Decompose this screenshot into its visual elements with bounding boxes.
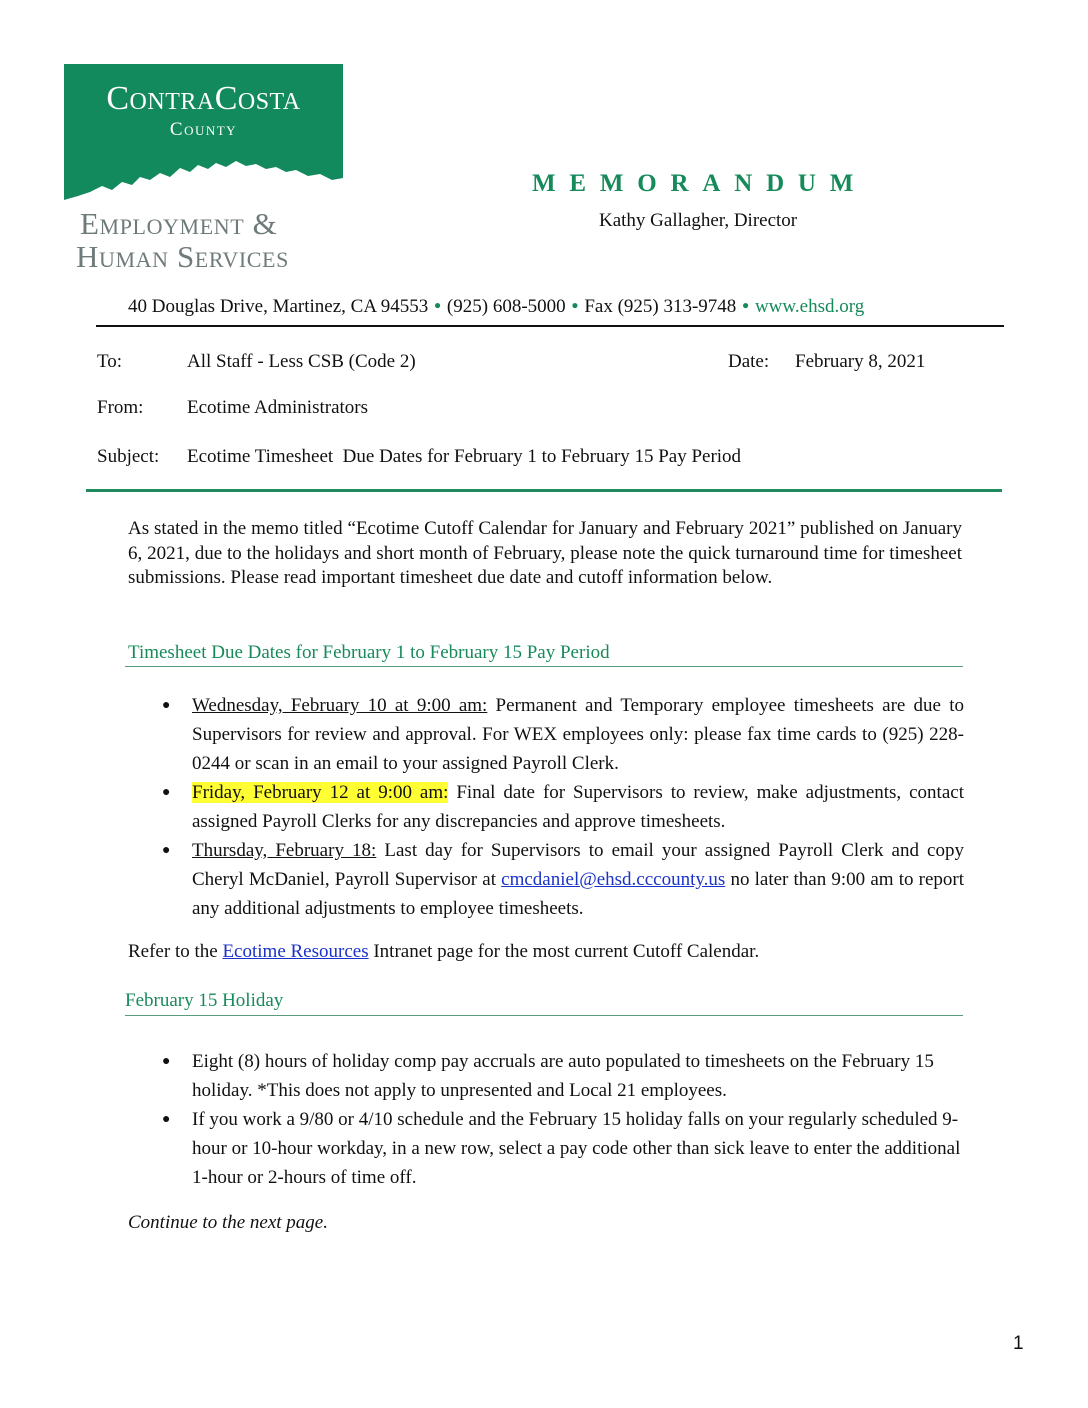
logo-banner — [64, 64, 343, 204]
separator-dot: • — [434, 296, 441, 317]
to-label: To: — [97, 351, 123, 372]
ecotime-resources-link[interactable]: Ecotime Resources — [222, 941, 369, 962]
memo-fields-divider — [86, 489, 1002, 492]
phone: (925) 608-5000 — [446, 296, 566, 317]
website-link[interactable]: www.ehsd.org — [754, 296, 865, 317]
refer-text: Refer to the — [128, 941, 223, 962]
org-name-line2: Human Services — [76, 239, 289, 274]
item-text: If you work a 9/80 or 4/10 schedule and the February 15 holiday falls on your regularly scheduled 9-hour or 10-hour workday, in a new row, select a pay code other than sick leave to enter the additional 1-hour or 2-hours of time off. — [192, 1109, 961, 1188]
memo-title: MEMORANDUM — [532, 170, 868, 197]
refer-text: Intranet page for the most current Cutoff Calendar. — [368, 941, 760, 962]
subject-label: Subject: — [97, 446, 160, 467]
logo-title: ContraCosta — [106, 80, 301, 117]
list-item — [162, 1105, 964, 1192]
address: 40 Douglas Drive, Martinez, CA 94553 — [128, 296, 429, 317]
bullet-icon: ● — [162, 843, 171, 858]
logo-subtitle: County — [169, 119, 238, 140]
header-divider — [96, 325, 1004, 327]
section-heading-holiday: February 15 Holiday — [125, 990, 284, 1011]
list-item — [162, 1047, 964, 1105]
item-text: Permanent and Temporary employee timesheets are due to Supervisors for review and approval. For WEX employees only: please fax time cards to (925) 228-0244 or scan in an email to your assigned Payroll Clerk. — [192, 695, 964, 774]
fax: Fax (925) 313-9748 — [584, 296, 737, 317]
mountains-icon — [64, 64, 343, 204]
section-heading-due-dates: Timesheet Due Dates for February 1 to February 15 Pay Period — [128, 642, 610, 663]
section-underline — [125, 1015, 963, 1016]
email-link[interactable]: cmcdaniel@ehsd.cccounty.us — [501, 869, 726, 890]
intro-paragraph: As stated in the memo titled “Ecotime Cutoff Calendar for January and February 2021” published on January 6, 2021, due to the holidays and short month of February, please note the quick turnaround time for timesheet submissions. Please read important timesheet due date and cutoff information below. — [128, 518, 962, 588]
list-item — [162, 836, 964, 923]
item-lead-highlighted: Friday, February 12 at 9:00 am: — [192, 782, 449, 803]
item-text: Last day for Supervisors to email your assigned Payroll Clerk and copy Cheryl McDaniel, Payroll Supervisor at — [192, 840, 964, 890]
list-item — [162, 691, 964, 778]
bullet-icon: ● — [162, 1112, 171, 1127]
bullet-icon: ● — [162, 785, 171, 800]
item-text: Final date for Supervisors to review, make adjustments, contact assigned Payroll Clerks for any discrepancies and approve timesheets. — [192, 782, 964, 832]
holiday-list — [162, 1047, 964, 1192]
continue-note: Continue to the next page. — [128, 1212, 328, 1233]
date-label: Date: — [728, 351, 770, 372]
director-name: Kathy Gallagher, Director — [599, 210, 798, 231]
bullet-icon: ● — [162, 698, 171, 713]
separator-dot: • — [571, 296, 579, 317]
refer-line — [128, 940, 759, 964]
from-label: From: — [97, 397, 144, 418]
item-text: no later than 9:00 am to report any additional adjustments to employee timesheets. — [192, 869, 964, 919]
from-value: Ecotime Administrators — [187, 397, 369, 418]
date-value: February 8, 2021 — [795, 351, 926, 372]
subject-value: Ecotime Timesheet Due Dates for February 1 to February 15 Pay Period — [187, 446, 742, 467]
due-dates-list — [162, 691, 964, 923]
bullet-icon: ● — [162, 1054, 171, 1069]
page-number: 1 — [1013, 1333, 1024, 1354]
item-text: Eight (8) hours of holiday comp pay accruals are auto populated to timesheets on the February 15 holiday. *This does not apply to unpresented and Local 21 employees. — [192, 1051, 934, 1101]
item-lead: Thursday, February 18: — [192, 840, 377, 861]
section-underline — [125, 666, 963, 667]
separator-dot: • — [742, 296, 749, 317]
item-lead: Wednesday, February 10 at 9:00 am: — [192, 695, 488, 716]
list-item — [162, 778, 964, 836]
address-line — [128, 295, 864, 319]
org-name-line1: Employment & — [80, 206, 278, 241]
to-value: All Staff - Less CSB (Code 2) — [187, 351, 416, 372]
